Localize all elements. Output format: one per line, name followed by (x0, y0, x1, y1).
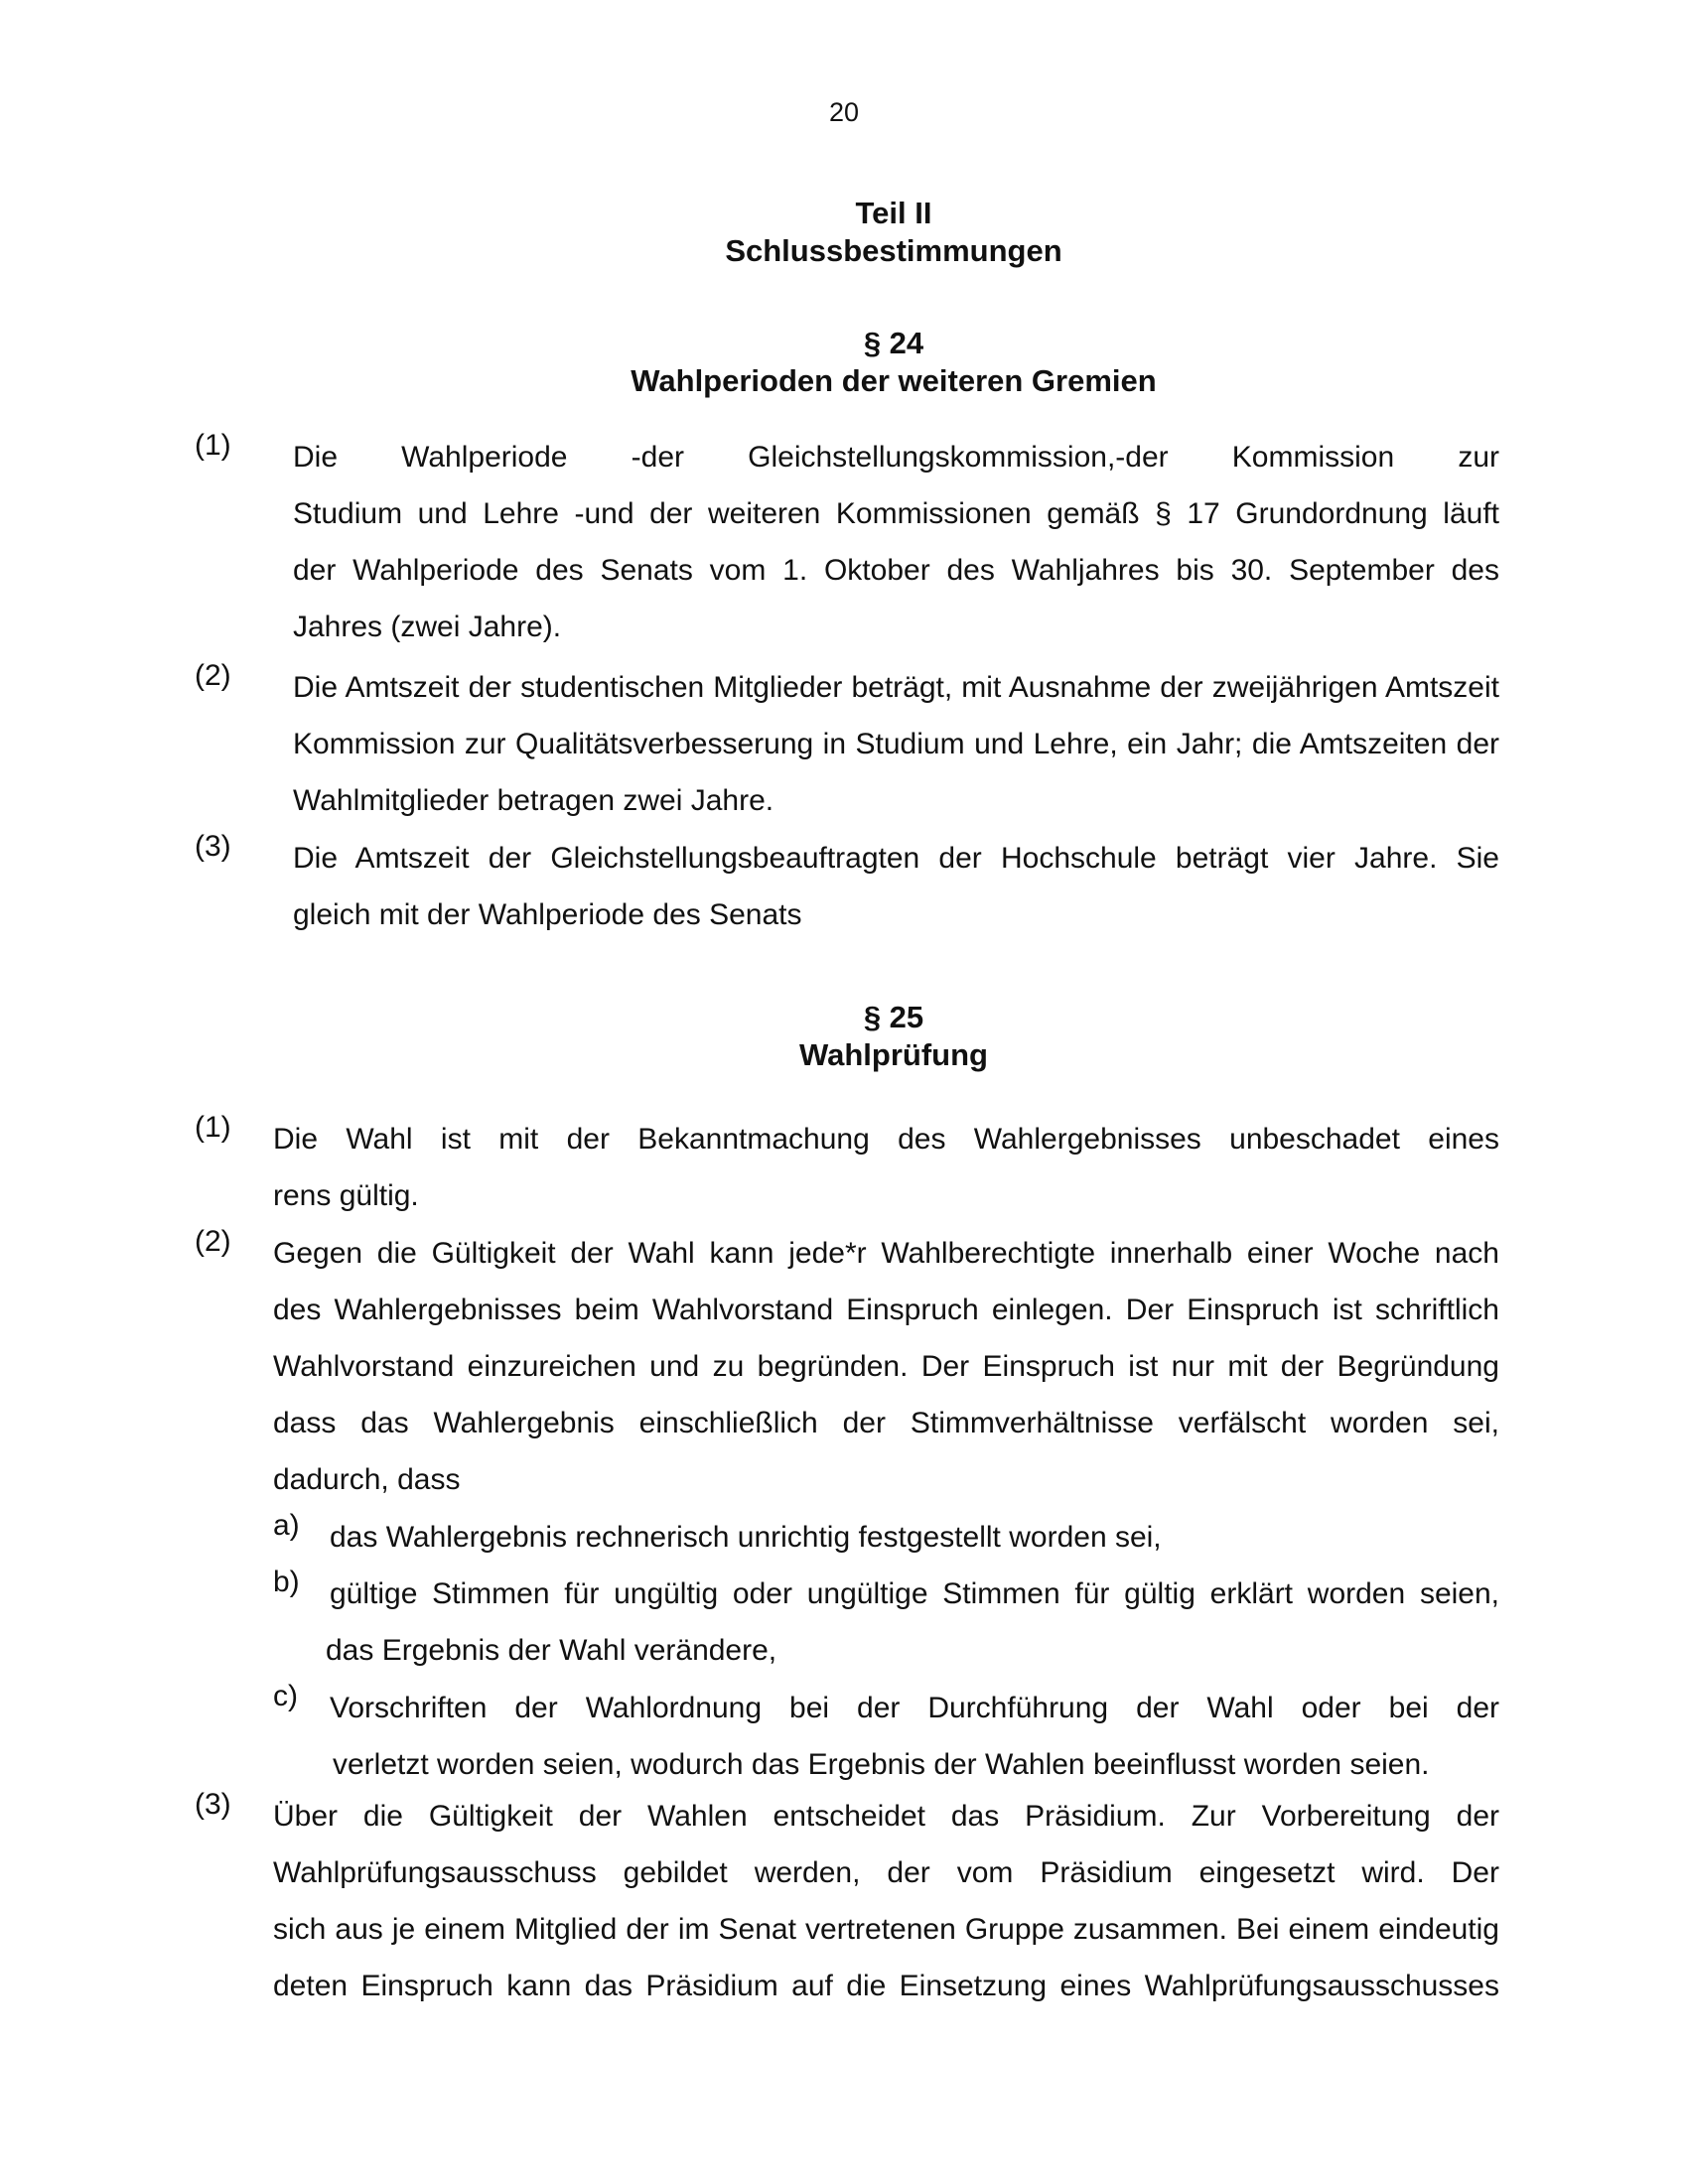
text-line: dadurch, dass (273, 1463, 461, 1496)
list-item-text (330, 1680, 1499, 1793)
paragraph-text (273, 1788, 1499, 2014)
part-heading (596, 195, 1192, 270)
list-item-letter: b) (273, 1566, 300, 1598)
paragraph-number: (2) (195, 1225, 231, 1258)
text-line: Die Wahl ist mit der Bekanntmachung des Wahlergebnisses unbeschadet eines (273, 1123, 1499, 1156)
text-line: Wahlvorstand einzureichen und zu begründen. Der Einspruch ist nur mit der Begründung (273, 1350, 1499, 1383)
section-25-number: § 25 (863, 1000, 924, 1034)
list-item-letter: c) (273, 1680, 298, 1712)
text-line: Vorschriften der Wahlordnung bei der Durchführung der Wahl oder bei der (330, 1692, 1499, 1724)
list-item-letter: a) (273, 1509, 300, 1542)
paragraph-number: (1) (195, 429, 231, 462)
page-number: 20 (828, 97, 860, 127)
section-24-number: § 24 (863, 326, 924, 360)
text-line: deten Einspruch kann das Präsidium auf die Einsetzung eines Wahlprüfungsausschusses (273, 1970, 1499, 2002)
text-line: gültige Stimmen für ungültig oder ungültige Stimmen für gültig erklärt worden seien, (330, 1577, 1499, 1610)
text-line: das Ergebnis der Wahl verändere, (326, 1634, 777, 1667)
section-25-heading (596, 999, 1192, 1074)
paragraph-text (293, 659, 1499, 829)
text-line: gleich mit der Wahlperiode des Senats (293, 898, 802, 931)
paragraph-text (273, 1111, 1499, 1224)
paragraph-text (273, 1225, 1499, 1508)
paragraph-text (293, 429, 1499, 655)
paragraph-number: (3) (195, 1788, 231, 1821)
part-subtitle: Schlussbestimmungen (725, 233, 1062, 268)
text-line: Gegen die Gültigkeit der Wahl kann jede*r Wahlberechtigte innerhalb einer Woche nach (273, 1237, 1499, 1270)
paragraph-number: (3) (195, 830, 231, 863)
text-line: Die Wahlperiode -der Gleichstellungskommission,-der Kommission zur (293, 441, 1499, 474)
text-line: der Wahlperiode des Senats vom 1. Oktober des Wahljahres bis 30. September des (293, 554, 1499, 587)
text-line: Kommission zur Qualitätsverbesserung in Studium und Lehre, ein Jahr; die Amtszeiten der (293, 728, 1499, 760)
part-title: Teil II (855, 196, 932, 230)
text-line: Jahres (zwei Jahre). (293, 611, 562, 643)
text-line: Die Amtszeit der Gleichstellungsbeauftragten der Hochschule beträgt vier Jahre. Sie (293, 842, 1499, 875)
paragraph-number: (2) (195, 659, 231, 692)
text-line: Die Amtszeit der studentischen Mitglieder beträgt, mit Ausnahme der zweijährigen Amtszeit (293, 671, 1499, 704)
text-line: Wahlmitglieder betragen zwei Jahre. (293, 784, 774, 817)
text-line: rens gültig. (273, 1179, 419, 1212)
list-item-text (326, 1566, 1499, 1679)
text-line: verletzt worden seien, wodurch das Ergebnis der Wahlen beeinflusst worden seien. (333, 1748, 1430, 1781)
text-line: das Wahlergebnis rechnerisch unrichtig festgestellt worden sei, (330, 1521, 1162, 1554)
list-item-text (330, 1509, 1499, 1566)
text-line: Über die Gültigkeit der Wahlen entscheidet das Präsidium. Zur Vorbereitung der (273, 1800, 1499, 1833)
section-24-title: Wahlperioden der weiteren Gremien (631, 363, 1157, 398)
paragraph-number: (1) (195, 1111, 231, 1144)
section-25-title: Wahlprüfung (799, 1037, 988, 1072)
text-line: dass das Wahlergebnis einschließlich der Stimmverhältnisse verfälscht worden sei, (273, 1407, 1499, 1439)
text-line: Wahlprüfungsausschuss gebildet werden, der vom Präsidium eingesetzt wird. Der (273, 1856, 1499, 1889)
text-line: des Wahlergebnisses beim Wahlvorstand Einspruch einlegen. Der Einspruch ist schriftlich (273, 1294, 1499, 1326)
text-line: Studium und Lehre -und der weiteren Kommissionen gemäß § 17 Grundordnung läuft (293, 497, 1499, 530)
text-line: sich aus je einem Mitglied der im Senat vertretenen Gruppe zusammen. Bei einem eindeutig (273, 1913, 1499, 1946)
section-24-heading (596, 325, 1192, 400)
paragraph-text (293, 830, 1499, 943)
